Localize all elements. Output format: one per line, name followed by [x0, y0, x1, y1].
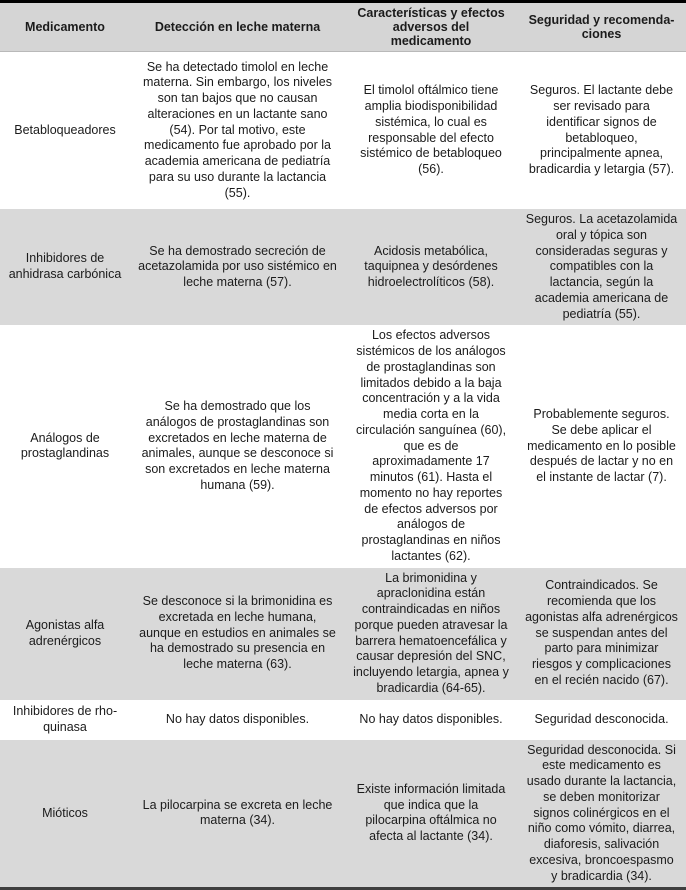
- cell-medicamento: Análogos de prostaglandinas: [20, 430, 110, 461]
- cell-deteccion: Se ha demostrado que los análogos de prostaglandinas son excretados en leche materna de animales, aunque se desconoce si son excretados en leche materna humana (59).: [141, 399, 334, 492]
- cell-seguridad: Seguros. La acetazolamida oral y tópica son consideradas seguras y compatibles con la lactancia, según la academia americana de pediatría (55).: [525, 212, 678, 321]
- table-row-inhibidores-rho-quinasa: [0, 700, 686, 740]
- cell-seguridad: Probablemente seguros. Se debe aplicar el medicamento en lo posible después de lactar y no en el instante de lactar (7).: [527, 407, 676, 484]
- cell-caracteristicas: El timolol oftálmico tiene amplia biodisponibilidad sistémica, lo cual es responsable del efecto sistémico de betabloqueo (56).: [360, 83, 502, 176]
- cell-caracteristicas: La brimonidina y apraclonidina están contraindicadas en niños porque pueden atravesar la barrera hematoencefálica y causar depresión del SNC, incluyendo letargia, apnea y bradicardia (64-65).: [353, 570, 509, 695]
- table-row-analogos-prostaglandinas: [0, 325, 686, 567]
- cell-medicamento: Agonistas alfa adrenérgicos: [25, 617, 105, 648]
- column-header-deteccion: Detección en leche materna: [154, 20, 321, 34]
- column-header-caracteristicas: Características y efectos adversos del medicamento: [357, 6, 505, 48]
- cell-deteccion: Se desconoce si la brimonidina es excretada en leche humana, aunque en estudios en animales se ha demostrado su presencia en leche materna (63).: [139, 594, 336, 672]
- cell-deteccion: No hay datos disponibles.: [165, 711, 310, 726]
- cell-seguridad: Seguridad desconocida.: [534, 711, 669, 726]
- cell-caracteristicas: No hay datos disponibles.: [359, 711, 503, 726]
- table-row-mioticos: [0, 740, 686, 888]
- cell-caracteristicas: Existe información limitada que indica que la pilocarpina oftálmica no afecta al lactante (34).: [356, 781, 506, 844]
- table-header-row: [0, 3, 686, 52]
- column-header-medicamento: Medicamento: [25, 20, 105, 34]
- cell-caracteristicas: Los efectos adversos sistémicos de los análogos de prostaglandinas son limitados debido a la baja concentración y a la vida media corta en la circulación sanguínea (60), que es de aproximadamente 17 minutos (61). Hasta el momento no hay reportes de efectos adversos por análogos de prostaglandinas en niños lactantes (62).: [355, 328, 507, 563]
- cell-deteccion: Se ha demostrado secreción de acetazolamida por uso sistémico en leche materna (57).: [138, 243, 337, 289]
- cell-deteccion: Se ha detectado timolol en leche materna. Sin embargo, los niveles son tan bajos que no causan alteraciones en un lactante sano (54). Por tal motivo, este medicamento fue aprobado por la academia americana de pediatría para su uso durante la lactancia (55).: [143, 59, 332, 200]
- table-row-inhibidores-anhidrasa: [0, 209, 686, 325]
- cell-medicamento: Inhibidores de rho-quinasa: [12, 703, 118, 734]
- cell-deteccion: La pilocarpina se excreta en leche materna (34).: [142, 797, 333, 828]
- cell-seguridad: Contraindicados. Se recomienda que los agonistas alfa adrenérgicos se suspendan antes del parto para minimizar riesgos y complicaciones en el recién nacido (67).: [525, 578, 678, 687]
- cell-seguridad: Seguridad desconocida. Si este medicamento es usado durante la lactancia, se deben monitorizar signos colinérgicos en el niño como vómito, diarrea, diaforesis, salivación excesiva, broncoespasmo y bradicardia (34).: [526, 742, 677, 883]
- table-row-betabloqueadores: [0, 52, 686, 209]
- cell-medicamento: Inhibidores de anhidrasa carbónica: [8, 251, 122, 282]
- cell-medicamento: Betabloqueadores: [14, 122, 116, 137]
- cell-caracteristicas: Acidosis metabólica, taquipnea y desórdenes hidroelectrolíticos (58).: [364, 243, 498, 289]
- column-header-seguridad: Seguridad y recomenda- ciones: [528, 13, 675, 41]
- table-row-agonistas-alfa: [0, 568, 686, 700]
- cell-seguridad: Seguros. El lactante debe ser revisado para identificar signos de betabloqueo, principalmente apnea, bradicardia y letargia (57).: [528, 83, 675, 176]
- cell-medicamento: Mióticos: [42, 805, 88, 820]
